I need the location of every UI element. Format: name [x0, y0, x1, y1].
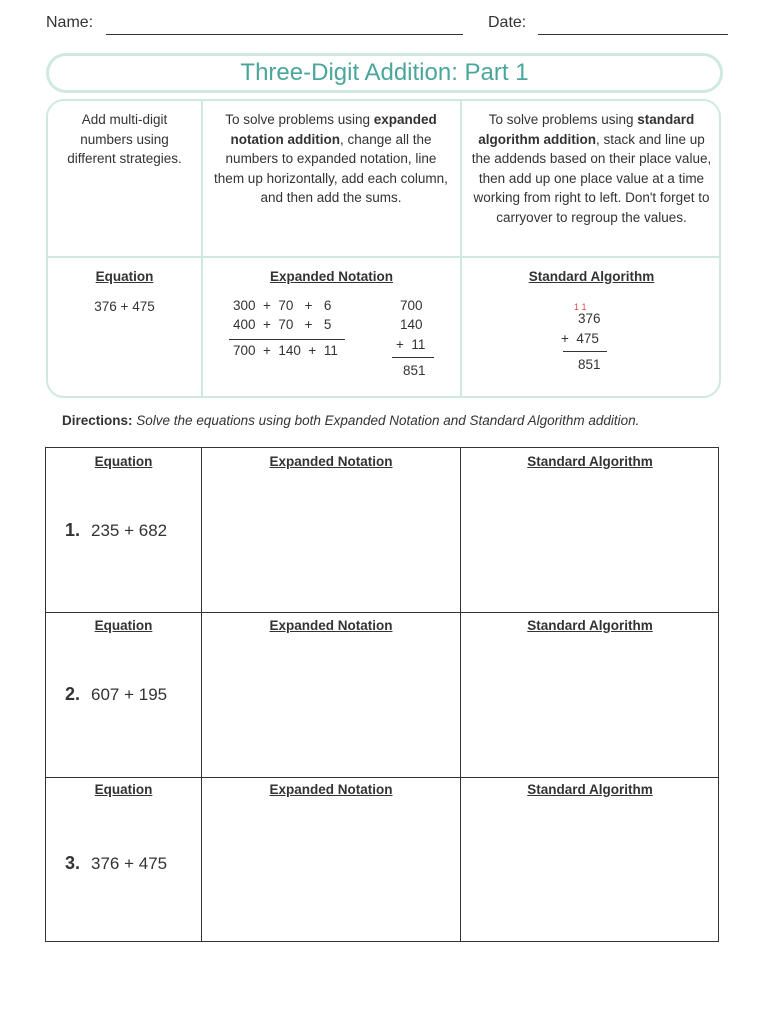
example-equation: 376 + 475: [94, 299, 155, 314]
partial-rule: [392, 357, 434, 358]
example-equation-header: Equation: [95, 269, 154, 284]
p1-equation-header: Equation: [94, 454, 153, 469]
standard-instructions: To solve problems using standard algorithm addition, stack and line up the addends based on their place value, then add up one place value at a time working from right to left. Don't forget to carryover to regroup the values.: [471, 112, 712, 225]
p1-equation: 235 + 682: [91, 521, 168, 540]
info-divider-2: [460, 101, 462, 396]
p1-expanded-header: Expanded Notation: [269, 454, 393, 469]
title-bar: [46, 53, 723, 93]
expanded-instructions: To solve problems using expanded notation addition, change all the numbers to expanded notation, line them up horizontally, add each column, and then add the sums.: [214, 112, 448, 205]
std-rule: [563, 351, 607, 352]
std-total: 851: [578, 357, 601, 372]
ws-divider-h1: [46, 612, 718, 613]
header-row: [46, 14, 728, 38]
p2-standard-header: Standard Algorithm: [527, 618, 653, 633]
p1-number: 1.: [65, 520, 81, 540]
p3-standard-answer-area[interactable]: [461, 806, 718, 941]
date-label: Date:: [488, 14, 527, 31]
p2-expanded-header: Expanded Notation: [269, 618, 393, 633]
expanded-row-2: 400 + 70 + 5: [233, 317, 332, 332]
std-addend-1: 376: [578, 311, 601, 326]
p3-expanded-header: Expanded Notation: [269, 782, 393, 797]
directions-text: Solve the equations using both Expanded Notation and Standard Algorithm addition.: [136, 413, 640, 428]
partial-sum-1: 700: [400, 298, 423, 313]
standard-term: standard algorithm addition: [478, 112, 695, 147]
expanded-row-1: 300 + 70 + 6: [233, 298, 332, 313]
info-box: [46, 99, 721, 398]
p2-expanded-answer-area[interactable]: [202, 642, 459, 776]
example-expanded-header: Expanded Notation: [269, 269, 393, 284]
carry-digits: 1 1: [574, 302, 587, 312]
p1-expanded-answer-area[interactable]: [202, 478, 459, 611]
p2-number: 2.: [65, 684, 81, 704]
partial-sum-3: + 11: [396, 337, 426, 352]
info-divider-1: [201, 101, 203, 396]
p1-standard-answer-area[interactable]: [461, 478, 718, 611]
name-field[interactable]: [106, 34, 463, 35]
date-field[interactable]: [538, 34, 728, 35]
p3-standard-header: Standard Algorithm: [527, 782, 653, 797]
expanded-sum: 700 + 140 + 11: [233, 343, 338, 358]
directions: [62, 413, 639, 428]
p3-number: 3.: [65, 853, 81, 873]
expanded-term: expanded notation addition: [230, 112, 437, 147]
info-divider-h: [48, 256, 719, 258]
worksheet-table: [45, 447, 719, 942]
directions-label: Directions:: [62, 413, 133, 428]
ws-divider-h2: [46, 777, 718, 778]
p3-equation: 376 + 475: [91, 854, 168, 873]
intro-text: Add multi-digit numbers using different strategies.: [67, 112, 182, 166]
name-label: Name:: [46, 14, 94, 31]
partial-total: 851: [403, 363, 426, 378]
p2-equation-header: Equation: [94, 618, 153, 633]
partial-sum-2: 140: [400, 317, 423, 332]
p2-equation: 607 + 195: [91, 685, 168, 704]
std-addend-2: + 475: [561, 331, 599, 346]
p2-standard-answer-area[interactable]: [461, 642, 718, 776]
p3-equation-header: Equation: [94, 782, 153, 797]
expanded-rule: [229, 339, 345, 340]
p1-standard-header: Standard Algorithm: [527, 454, 653, 469]
p3-expanded-answer-area[interactable]: [202, 806, 459, 941]
example-standard-header: Standard Algorithm: [528, 269, 655, 284]
page-title: Three-Digit Addition: Part 1: [240, 59, 529, 86]
